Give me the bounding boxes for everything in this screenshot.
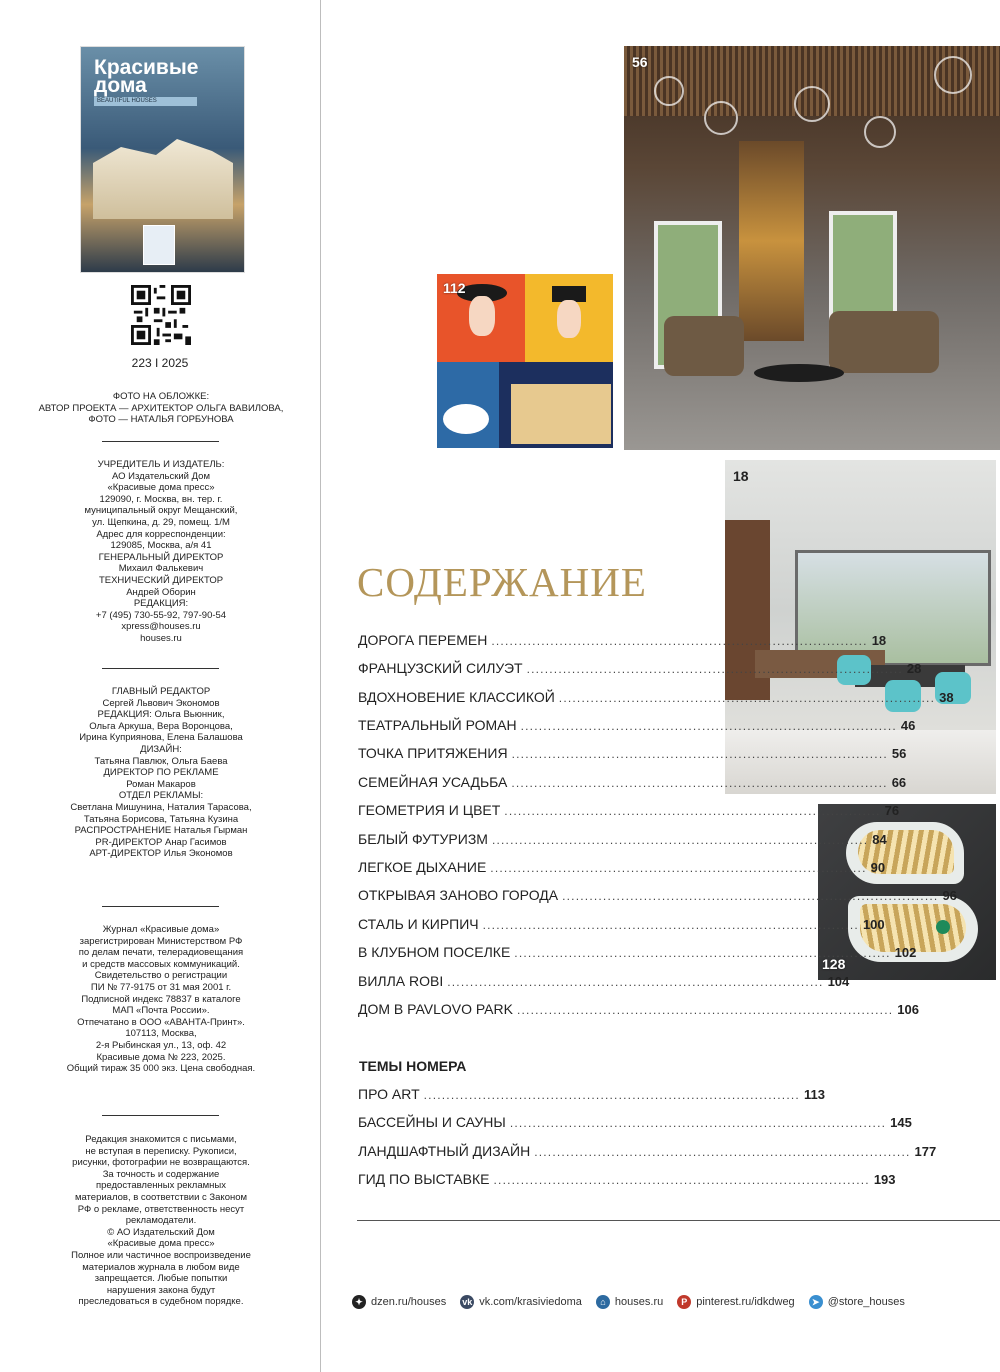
page-number-label: 18 — [733, 468, 749, 484]
legal-notice — [20, 1134, 302, 1308]
leader-dots: ................................................................................... — [423, 1088, 800, 1102]
toc-item[interactable] — [358, 745, 907, 765]
legal-line: © АО Издательский Дом — [107, 1226, 215, 1238]
toc-item-title: СТАЛЬ И КИРПИЧ — [358, 916, 479, 932]
legal-line: предоставленных рекламных — [96, 1180, 226, 1192]
registration-line: МАП «Почта России». — [112, 1005, 210, 1017]
toc-item-title: ТОЧКА ПРИТЯЖЕНИЯ — [358, 745, 508, 761]
leader-dots: ................................................................................... — [558, 691, 936, 705]
registration-line: по делам печати, телерадиовещания — [78, 947, 244, 959]
leader-dots: ................................................................................... — [516, 1003, 894, 1017]
photo-art-illustration[interactable] — [437, 274, 613, 448]
credit-line: ФОТО НА ОБЛОЖКЕ: — [112, 391, 210, 402]
theme-item-title: ГИД ПО ВЫСТАВКЕ — [358, 1171, 490, 1187]
toc-item-page: 18 — [871, 633, 887, 648]
leader-dots: ................................................................................... — [482, 918, 859, 932]
social-link-pinterest[interactable] — [677, 1295, 794, 1309]
legal-line: «Красивые дома пресс» — [107, 1238, 215, 1250]
social-link-vk[interactable] — [460, 1295, 582, 1309]
publisher-line: УЧРЕДИТЕЛЬ И ИЗДАТЕЛЬ: — [97, 459, 225, 470]
registration-line: Красивые дома № 223, 2025. — [96, 1051, 226, 1063]
staff-line: Татьяна Павлюк, Ольга Баева — [94, 755, 228, 767]
toc-item-title: В КЛУБНОМ ПОСЕЛКЕ — [358, 944, 511, 960]
toc-item-page: 96 — [942, 888, 957, 903]
toc-item-page: 106 — [897, 1002, 919, 1017]
leader-dots: ................................................................................... — [491, 634, 868, 648]
leader-dots: ................................................................................... — [493, 1173, 870, 1187]
imprint-sidebar — [0, 0, 320, 1372]
legal-line: нарушения закона будут — [106, 1284, 216, 1296]
leader-dots: ................................................................................... — [534, 1145, 911, 1159]
theme-item-page: 145 — [890, 1115, 912, 1130]
toc-item-page: 84 — [872, 832, 887, 847]
toc-item[interactable] — [358, 660, 922, 680]
legal-line: рекламодатели. — [125, 1215, 197, 1227]
registration-line: ПИ № 77-9175 от 31 мая 2001 г. — [90, 981, 232, 993]
registration-line: Подписной индекс 78837 в каталоге — [81, 993, 241, 1005]
publisher-line: Михаил Фалькевич — [118, 563, 204, 575]
leader-dots: ................................................................................... — [509, 1116, 887, 1130]
toc-item-title: ВДОХНОВЕНИЕ КЛАССИКОЙ — [358, 689, 555, 705]
page-number-label: 56 — [632, 54, 648, 70]
legal-line: Редакция знакомится с письмами, — [85, 1134, 237, 1145]
staff-line: Ирина Куприянова, Елена Балашова — [79, 732, 243, 744]
toc-item[interactable] — [358, 632, 887, 652]
leader-dots: ................................................................................... — [504, 804, 881, 818]
publisher-line: Адрес для корреспонденции: — [96, 528, 226, 540]
publisher-line: «Красивые дома пресс» — [107, 482, 215, 494]
registration-line: Журнал «Красивые дома» — [102, 924, 220, 935]
theme-item-page: 177 — [914, 1144, 937, 1159]
divider — [102, 441, 219, 442]
staff-line: РЕДАКЦИЯ: Ольга Вьюнник, — [97, 709, 225, 721]
theme-item[interactable] — [358, 1086, 825, 1106]
publisher-line: ТЕХНИЧЕСКИЙ ДИРЕКТОР — [98, 574, 224, 586]
credit-line: ФОТО — НАТАЛЬЯ ГОРБУНОВА — [88, 414, 234, 426]
legal-line: не вступая в переписку. Рукописи, — [85, 1145, 237, 1157]
themes-heading: ТЕМЫ НОМЕРА — [359, 1058, 467, 1074]
staff-line: Ольга Аркуша, Вера Воронцова, — [89, 720, 233, 732]
cover-subtitle: BEAUTIFUL HOUSES — [94, 97, 197, 106]
toc-item[interactable] — [358, 1001, 919, 1021]
page-number-label: 128 — [822, 956, 846, 972]
legal-line: РФ о рекламе, ответственность несут — [77, 1203, 245, 1215]
toc-item-page: 56 — [891, 746, 907, 761]
social-link-label: @store_houses — [827, 1296, 905, 1308]
staff-line: ДИЗАЙН: — [140, 743, 182, 755]
toc-item-page: 46 — [900, 718, 916, 733]
theme-item[interactable] — [358, 1143, 937, 1163]
toc-item[interactable] — [358, 916, 885, 936]
cover-title-line1: Красивые — [94, 56, 199, 79]
staff-line: ОТДЕЛ РЕКЛАМЫ: — [118, 790, 204, 802]
vk-icon: vk — [462, 1297, 473, 1307]
staff-line: Светлана Мишунина, Наталия Тарасова, — [70, 801, 252, 813]
footer-divider — [357, 1220, 1000, 1221]
registration-line: 2-я Рыбинская ул., 13, оф. 42 — [95, 1039, 227, 1051]
social-link-label: vk.com/krasiviedoma — [479, 1296, 582, 1308]
social-link-label: houses.ru — [614, 1296, 664, 1308]
leader-dots: ................................................................................... — [520, 719, 897, 733]
toc-title: СОДЕРЖАНИЕ — [357, 559, 647, 605]
staff-line: ГЛАВНЫЙ РЕДАКТОР — [111, 686, 211, 697]
dzen-icon: ✦ — [352, 1295, 366, 1309]
leader-dots: ................................................................................... — [447, 975, 824, 989]
toc-item-title: ЛЕГКОЕ ДЫХАНИЕ — [358, 859, 487, 875]
toc-item-title: БЕЛЫЙ ФУТУРИЗМ — [358, 831, 488, 847]
theme-item-title: БАССЕЙНЫ И САУНЫ — [358, 1114, 506, 1130]
photo-dining-room[interactable] — [725, 460, 996, 794]
registration-line: Свидетельство о регистрации — [94, 970, 228, 982]
cover-house-image — [93, 139, 233, 219]
email-link[interactable]: xpress@houses.ru — [121, 621, 201, 633]
toc-item-page: 38 — [939, 690, 954, 705]
registration-line: зарегистрирован Министерством РФ — [79, 935, 243, 947]
legal-line: Полное или частичное воспроизведение — [71, 1249, 251, 1261]
toc-item-page: 102 — [894, 945, 917, 960]
social-link-telegram[interactable] — [809, 1295, 905, 1309]
toc-item[interactable] — [358, 887, 957, 907]
publisher-info — [20, 459, 302, 645]
toc-item-title: ВИЛЛА ROBI — [358, 973, 444, 989]
legal-line: материалов журнала в любом виде — [82, 1261, 240, 1273]
leader-dots: ................................................................................... — [511, 747, 888, 761]
toc-item[interactable] — [358, 774, 907, 794]
houses-icon: ⌂ — [596, 1295, 610, 1309]
leader-dots: ................................................................................... — [491, 833, 869, 847]
divider — [102, 668, 219, 669]
page-number-label: 112 — [443, 280, 466, 296]
theme-item-page: 113 — [803, 1087, 825, 1102]
toc-item-page: 28 — [906, 661, 922, 676]
publisher-line: 129090, г. Москва, вн. тер. г. — [99, 493, 223, 505]
cover-inset-image — [143, 225, 175, 265]
pinterest-icon: P — [677, 1295, 691, 1309]
toc-item-page: 100 — [862, 917, 885, 932]
social-link-label: dzen.ru/houses — [371, 1296, 447, 1308]
toc-item[interactable] — [358, 973, 850, 993]
theme-item-title: ПРО ART — [358, 1086, 420, 1102]
toc-item-title: ТЕАТРАЛЬНЫЙ РОМАН — [358, 717, 517, 733]
toc-item-title: ФРАНЦУЗСКИЙ СИЛУЭТ — [358, 660, 523, 676]
cover-photo-credits — [20, 391, 302, 426]
registration-line: и средств массовых коммуникаций. — [82, 958, 240, 970]
photo-living-room[interactable] — [624, 46, 1000, 450]
leader-dots: ................................................................................... — [511, 776, 888, 790]
staff-line: Роман Макаров — [126, 778, 196, 790]
theme-item-page: 193 — [873, 1172, 896, 1187]
toc-item-page: 90 — [870, 860, 886, 875]
divider — [102, 906, 219, 907]
staff-line: ДИРЕКТОР ПО РЕКЛАМЕ — [103, 767, 219, 779]
toc-item[interactable] — [358, 802, 900, 822]
publisher-line: ГЕНЕРАЛЬНЫЙ ДИРЕКТОР — [98, 551, 224, 563]
toc-item-title: ДОМ В PAVLOVO PARK — [358, 1001, 513, 1017]
toc-item-page: 76 — [884, 803, 900, 818]
publisher-line: 129085, Москва, а/я 41 — [110, 540, 212, 552]
issue-number: 223 I 2025 — [131, 356, 189, 370]
registration-info — [20, 924, 302, 1075]
social-link-label: pinterest.ru/idkdweg — [696, 1296, 795, 1308]
magazine-cover — [80, 46, 245, 273]
social-links — [352, 1295, 905, 1309]
legal-line: За точность и содержание — [102, 1168, 220, 1180]
staff-list — [20, 686, 302, 860]
staff-line: Татьяна Борисова, Татьяна Кузина — [83, 813, 239, 825]
leader-dots: ................................................................................... — [526, 662, 903, 676]
theme-item[interactable] — [358, 1171, 896, 1191]
credit-line: АВТОР ПРОЕКТА — АРХИТЕКТОР ОЛЬГА ВАВИЛОВА, — [38, 402, 284, 414]
toc-item-title: ОТКРЫВАЯ ЗАНОВО ГОРОДА — [358, 887, 559, 903]
theme-item[interactable] — [358, 1114, 912, 1134]
publisher-line: ул. Щепкина, д. 29, помещ. 1/М — [92, 516, 230, 528]
leader-dots: ................................................................................... — [490, 861, 867, 875]
toc-item-page: 66 — [891, 775, 907, 790]
cover-title — [94, 56, 199, 97]
staff-line: АРТ-ДИРЕКТОР Илья Экономов — [89, 848, 233, 860]
staff-line: РАСПРОСТРАНЕНИЕ Наталья Гырман — [74, 825, 248, 837]
toc-item-page: 104 — [827, 974, 850, 989]
qr-code-icon[interactable] — [131, 285, 191, 345]
leader-dots: ................................................................................... — [514, 946, 891, 960]
legal-line: материалов, в соответствии с Законом — [74, 1191, 248, 1203]
website-link[interactable]: houses.ru — [140, 632, 182, 644]
registration-line: Общий тираж 35 000 экз. Цена свободная. — [66, 1063, 256, 1075]
telegram-icon: ➤ — [809, 1295, 823, 1309]
legal-line: рисунки, фотографии не возвращаются. — [72, 1157, 250, 1169]
theme-item-title: ЛАНДШАФТНЫЙ ДИЗАЙН — [358, 1143, 531, 1159]
leader-dots: ................................................................................... — [562, 889, 939, 903]
toc-item-title: ДОРОГА ПЕРЕМЕН — [358, 632, 488, 648]
toc-item[interactable] — [358, 717, 916, 737]
legal-line: преследоваться в судебном порядке. — [78, 1296, 244, 1308]
toc-item[interactable] — [358, 689, 954, 709]
registration-line: Отпечатано в ООО «АВАНТА-Принт». — [77, 1016, 245, 1028]
toc-item-title: ГЕОМЕТРИЯ И ЦВЕТ — [358, 802, 501, 818]
publisher-line: муниципальный округ Мещанский, — [84, 505, 238, 517]
column-divider — [320, 0, 321, 1372]
staff-line: PR-ДИРЕКТОР Анар Гасимов — [95, 836, 227, 848]
publisher-line: АО Издательский Дом — [112, 470, 210, 482]
registration-line: 107113, Москва, — [125, 1028, 197, 1040]
cover-title-line2: дома — [94, 74, 147, 97]
staff-line: Сергей Львович Экономов — [102, 697, 220, 709]
social-link-houses[interactable] — [596, 1295, 663, 1309]
publisher-line: РЕДАКЦИЯ: — [133, 598, 189, 610]
legal-line: запрещается. Любые попытки — [94, 1273, 228, 1285]
social-link-dzen[interactable] — [352, 1295, 446, 1309]
publisher-line: Андрей Оборин — [126, 586, 196, 598]
toc-item[interactable] — [358, 859, 886, 879]
publisher-line: +7 (495) 730-55-92, 797-90-54 — [95, 609, 227, 621]
toc-item[interactable] — [358, 831, 887, 851]
toc-item-title: СЕМЕЙНАЯ УСАДЬБА — [358, 774, 508, 790]
divider — [102, 1115, 219, 1116]
